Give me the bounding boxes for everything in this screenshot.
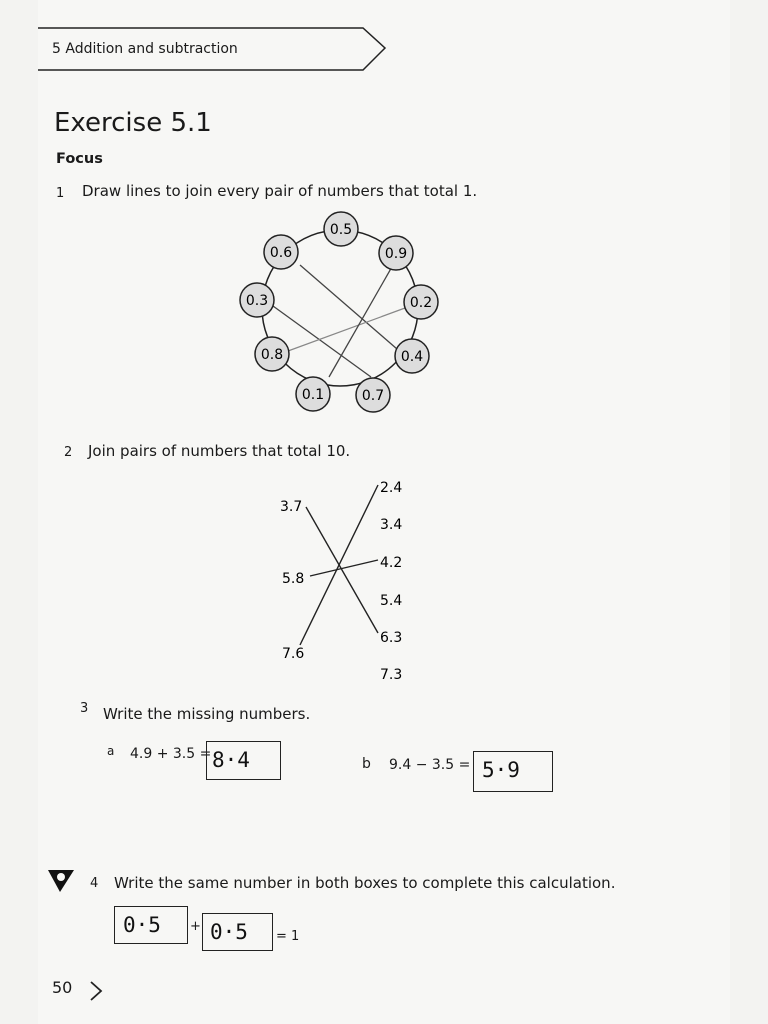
q3-text: Write the missing numbers. — [103, 705, 311, 723]
q3b-label: b — [362, 756, 371, 772]
q3a-label: a — [107, 744, 115, 758]
q1-line-01-09 — [329, 265, 393, 377]
q3a-answer: 8·4 — [212, 748, 250, 772]
q3b-answer: 5·9 — [482, 758, 520, 782]
q1-node-06 — [264, 235, 298, 269]
svg-text:0.8: 0.8 — [260, 347, 284, 363]
q4-number: 4 — [90, 876, 99, 891]
chapter-header — [38, 26, 388, 72]
q2-line-76-24 — [300, 485, 378, 645]
q4-text: Write the same number in both boxes to complete this calculation. — [114, 874, 616, 892]
focus-heading: Focus — [56, 151, 103, 167]
q2-right-54: 5.4 — [380, 593, 403, 609]
svg-text:0.7: 0.7 — [361, 388, 385, 404]
q1-node-04 — [395, 339, 429, 373]
q2-left-58: 5.8 — [282, 571, 305, 587]
q3a-expression: 4.9 + 3.5 = — [130, 746, 212, 762]
exercise-title: Exercise 5.1 — [54, 108, 212, 138]
q1-node-07 — [356, 378, 390, 412]
q1-node-05 — [324, 212, 358, 246]
q1-number: 1 — [56, 186, 65, 201]
challenge-icon — [46, 866, 76, 896]
q2-right-63: 6.3 — [380, 630, 403, 646]
q1-circle-diagram — [225, 205, 455, 420]
q4-plus-sign: + — [190, 919, 201, 934]
q2-diagram — [270, 475, 440, 690]
q1-node-02 — [404, 285, 438, 319]
q2-line-37-63 — [306, 507, 378, 633]
svg-text:0.1: 0.1 — [301, 387, 325, 403]
q2-right-24: 2.4 — [380, 480, 403, 496]
page-number: 50 — [52, 978, 73, 997]
svg-text:0.5: 0.5 — [329, 222, 353, 238]
q1-node-03 — [240, 283, 274, 317]
q4-result: = 1 — [276, 929, 300, 944]
svg-text:0.2: 0.2 — [409, 295, 433, 311]
q2-left-37: 3.7 — [280, 499, 303, 515]
svg-text:0.9: 0.9 — [384, 246, 408, 262]
q3b-expression: 9.4 − 3.5 = — [389, 757, 471, 773]
q1-node-01 — [296, 377, 330, 411]
q3-number: 3 — [80, 701, 89, 716]
q2-right-42: 4.2 — [380, 555, 403, 571]
q4-answer-1: 0·5 — [123, 913, 161, 937]
svg-text:0.4: 0.4 — [400, 349, 424, 365]
q2-left-76: 7.6 — [282, 646, 305, 662]
q2-text: Join pairs of numbers that total 10. — [88, 442, 351, 460]
q2-number: 2 — [64, 445, 73, 460]
q2-right-34: 3.4 — [380, 517, 403, 533]
q1-node-08 — [255, 337, 289, 371]
q2-right-73: 7.3 — [380, 667, 403, 683]
q1-node-09 — [379, 236, 413, 270]
svg-text:0.3: 0.3 — [245, 293, 269, 309]
q4-answer-2: 0·5 — [210, 920, 248, 944]
q1-text: Draw lines to join every pair of numbers that total 1. — [82, 182, 478, 200]
svg-text:0.6: 0.6 — [269, 245, 293, 261]
next-page-chevron-icon — [88, 980, 104, 1002]
chapter-title: 5 Addition and subtraction — [52, 41, 238, 57]
